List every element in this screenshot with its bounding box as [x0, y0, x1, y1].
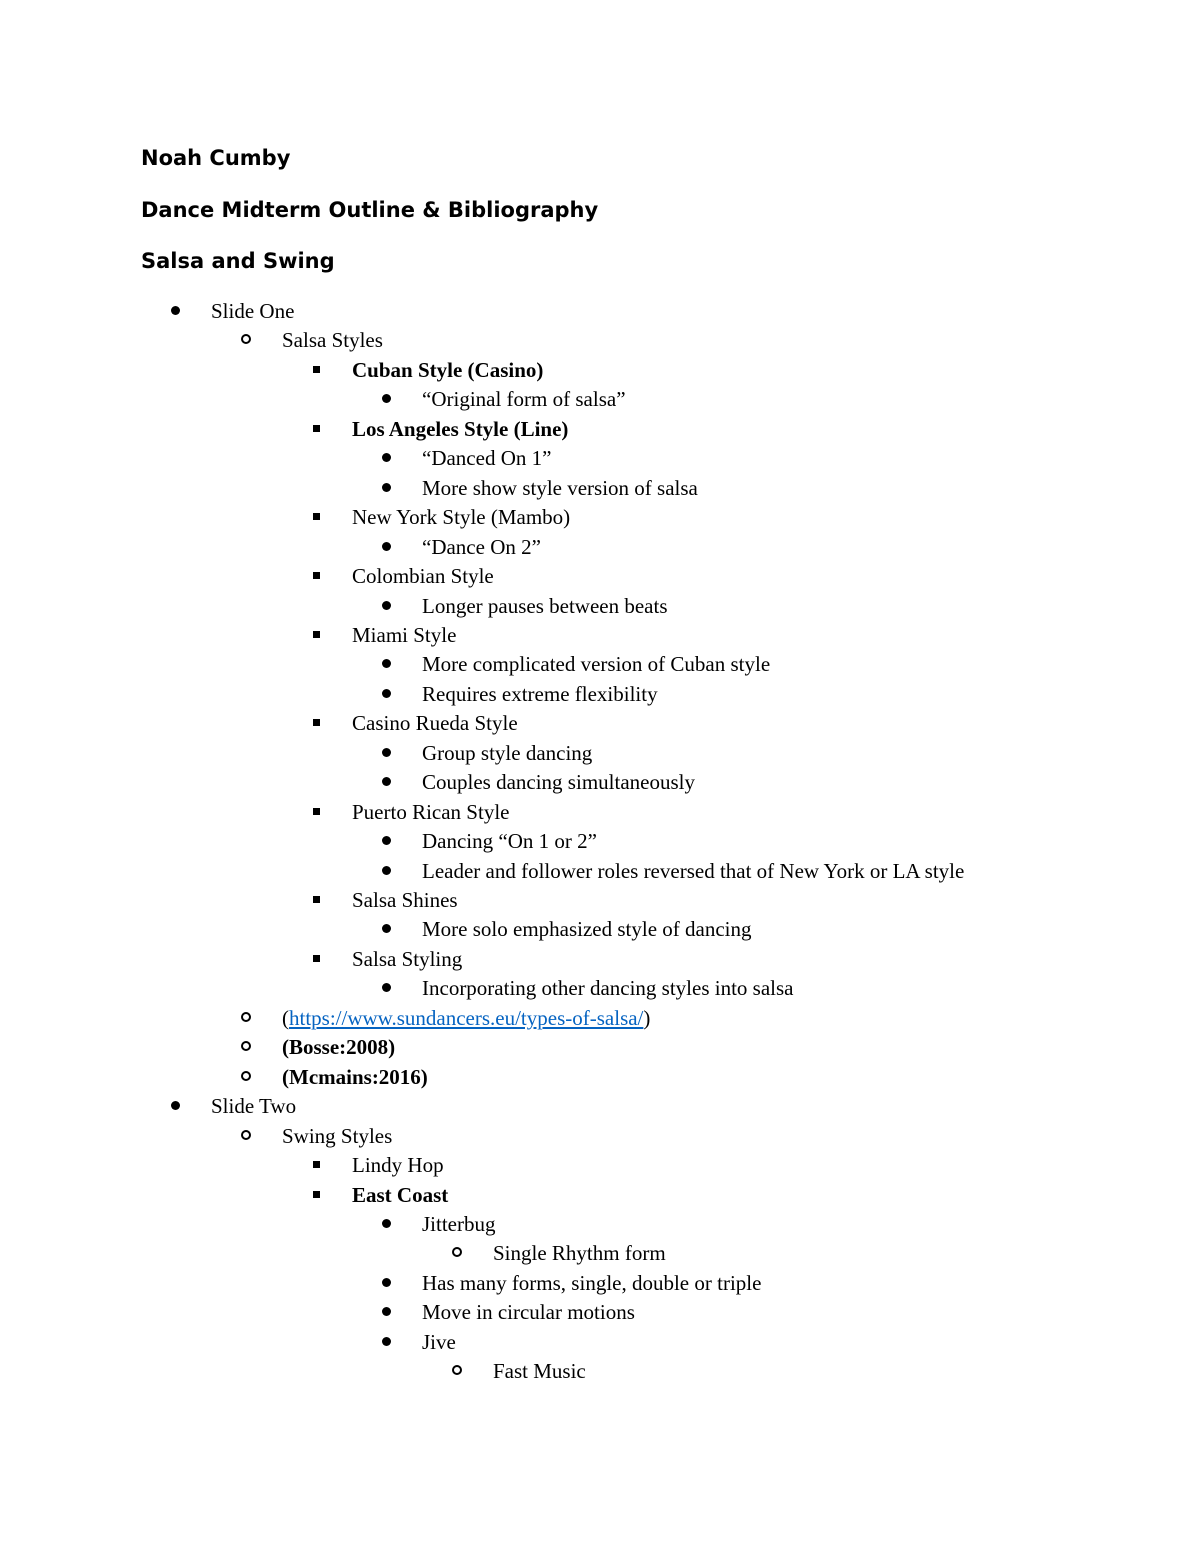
outline-item-level-2 — [282, 325, 383, 355]
disc-bullet-icon — [382, 659, 391, 668]
outline-item-text: “Original form of salsa” — [422, 387, 626, 411]
outline-item-level-1 — [211, 296, 294, 326]
circle-bullet-icon — [241, 1130, 251, 1140]
outline-item-level-3 — [352, 797, 509, 827]
outline-item-text: Lindy Hop — [352, 1153, 444, 1177]
disc-bullet-icon — [382, 836, 391, 845]
square-bullet-icon — [313, 719, 320, 726]
disc-bullet-icon — [382, 601, 391, 610]
outline-item-text: Slide One — [211, 299, 295, 323]
disc-bullet-icon — [382, 394, 391, 403]
outline-item-text: “Danced On 1” — [422, 446, 552, 470]
outline-item-level-4 — [422, 826, 597, 856]
outline-item-level-3 — [352, 355, 543, 385]
outline-item-text: Salsa Shines — [352, 888, 458, 912]
outline-item-text: Jive — [422, 1330, 456, 1354]
outline-item-level-3 — [352, 1180, 448, 1210]
outline-item-level-4 — [422, 532, 541, 562]
outline-item-level-3 — [352, 414, 568, 444]
disc-bullet-icon — [382, 1219, 391, 1228]
document-title: Dance Midterm Outline & Bibliography — [141, 198, 599, 222]
outline-item-level-5 — [493, 1238, 666, 1268]
square-bullet-icon — [313, 425, 320, 432]
outline-item-text: Leader and follower roles reversed that of New York or LA style — [422, 859, 965, 883]
outline-item-level-4 — [422, 591, 668, 621]
outline-item-text: (Mcmains:2016) — [282, 1065, 428, 1089]
outline-item-text: Group style dancing — [422, 741, 593, 765]
outline-item-text: Casino Rueda Style — [352, 711, 518, 735]
outline-item-level-2 — [282, 1032, 395, 1062]
disc-bullet-icon — [382, 689, 391, 698]
document-topic: Salsa and Swing — [141, 249, 335, 273]
outline-item-level-4 — [422, 914, 752, 944]
circle-bullet-icon — [452, 1247, 462, 1257]
outline-item-text: Move in circular motions — [422, 1300, 635, 1324]
outline-item-text: Single Rhythm form — [493, 1241, 666, 1265]
outline-item-text: Colombian Style — [352, 564, 494, 588]
outline-item-level-4 — [422, 856, 964, 886]
outline-item-level-4 — [422, 443, 551, 473]
outline-item-text: “Dance On 2” — [422, 535, 541, 559]
author-name: Noah Cumby — [141, 146, 291, 170]
square-bullet-icon — [313, 808, 320, 815]
square-bullet-icon — [313, 955, 320, 962]
outline-item-text: Couples dancing simultaneously — [422, 770, 695, 794]
circle-bullet-icon — [241, 334, 251, 344]
outline-item-text: More show style version of salsa — [422, 476, 698, 500]
outline-item-text: Longer pauses between beats — [422, 594, 668, 618]
outline-item-level-3 — [352, 561, 494, 591]
disc-bullet-icon — [382, 983, 391, 992]
outline-item-level-4 — [422, 1268, 761, 1298]
outline-item-level-3 — [352, 620, 456, 650]
outline-item-text: Puerto Rican Style — [352, 800, 510, 824]
outline-item-level-3 — [352, 885, 458, 915]
outline-item-text: Miami Style — [352, 623, 457, 647]
disc-bullet-icon — [382, 924, 391, 933]
outline-item-level-3 — [352, 944, 462, 974]
outline-item-level-4 — [422, 1209, 496, 1239]
square-bullet-icon — [313, 366, 320, 373]
outline-item-text: More solo emphasized style of dancing — [422, 917, 752, 941]
outline-item-text: (Bosse:2008) — [282, 1035, 396, 1059]
outline-item-level-2 — [282, 1062, 428, 1092]
outline-item-level-4 — [422, 649, 770, 679]
outline-item-level-4 — [422, 679, 658, 709]
outline-item-level-4 — [422, 473, 698, 503]
disc-bullet-icon — [382, 866, 391, 875]
outline-item-level-4 — [422, 738, 592, 768]
outline-item-text: Requires extreme flexibility — [422, 682, 658, 706]
outline-item-level-3 — [352, 1150, 444, 1180]
outline-item-level-5 — [493, 1356, 586, 1386]
outline-item-text: Has many forms, single, double or triple — [422, 1271, 762, 1295]
link-open-paren: ( — [282, 1006, 289, 1030]
outline-item-level-3 — [352, 708, 518, 738]
square-bullet-icon — [313, 631, 320, 638]
outline-item-level-4 — [422, 1297, 635, 1327]
outline-item-text: Incorporating other dancing styles into salsa — [422, 976, 794, 1000]
outline-item-text: Slide Two — [211, 1094, 297, 1118]
circle-bullet-icon — [241, 1071, 251, 1081]
circle-bullet-icon — [241, 1012, 251, 1022]
disc-bullet-icon — [382, 748, 391, 757]
square-bullet-icon — [313, 1191, 320, 1198]
outline-item-text: Los Angeles Style (Line) — [352, 417, 569, 441]
outline-item-text: New York Style (Mambo) — [352, 505, 571, 529]
disc-bullet-icon — [382, 1278, 391, 1287]
square-bullet-icon — [313, 513, 320, 520]
disc-bullet-icon — [382, 1337, 391, 1346]
outline-item-text: Dancing “On 1 or 2” — [422, 829, 597, 853]
square-bullet-icon — [313, 572, 320, 579]
disc-bullet-icon — [382, 483, 391, 492]
disc-bullet-icon — [382, 542, 391, 551]
outline-item-text: Swing Styles — [282, 1124, 393, 1148]
outline-item-text: Cuban Style (Casino) — [352, 358, 544, 382]
link-close-paren: ) — [643, 1006, 651, 1030]
disc-bullet-icon — [382, 777, 391, 786]
outline-item-level-2 — [282, 1003, 650, 1033]
outline-item-level-4 — [422, 767, 695, 797]
outline-item-text: Jitterbug — [422, 1212, 496, 1236]
outline-item-level-4 — [422, 384, 626, 414]
disc-bullet-icon — [382, 1307, 391, 1316]
outline-item-text: Salsa Styling — [352, 947, 463, 971]
square-bullet-icon — [313, 896, 320, 903]
outline-item-level-3 — [352, 502, 570, 532]
disc-bullet-icon — [171, 306, 180, 315]
bibliography-link[interactable]: https://www.sundancers.eu/types-of-salsa/ — [289, 1006, 644, 1030]
outline-item-text: East Coast — [352, 1183, 449, 1207]
circle-bullet-icon — [241, 1041, 251, 1051]
disc-bullet-icon — [382, 453, 391, 462]
outline-item-level-4 — [422, 1327, 456, 1357]
outline-item-text: Fast Music — [493, 1359, 586, 1383]
outline-item-text — [282, 1003, 650, 1033]
disc-bullet-icon — [171, 1101, 180, 1110]
outline-item-level-1 — [211, 1091, 296, 1121]
circle-bullet-icon — [452, 1365, 462, 1375]
outline-item-text: Salsa Styles — [282, 328, 383, 352]
outline-item-level-4 — [422, 973, 794, 1003]
outline-item-level-2 — [282, 1121, 392, 1151]
square-bullet-icon — [313, 1161, 320, 1168]
outline-item-text: More complicated version of Cuban style — [422, 652, 771, 676]
